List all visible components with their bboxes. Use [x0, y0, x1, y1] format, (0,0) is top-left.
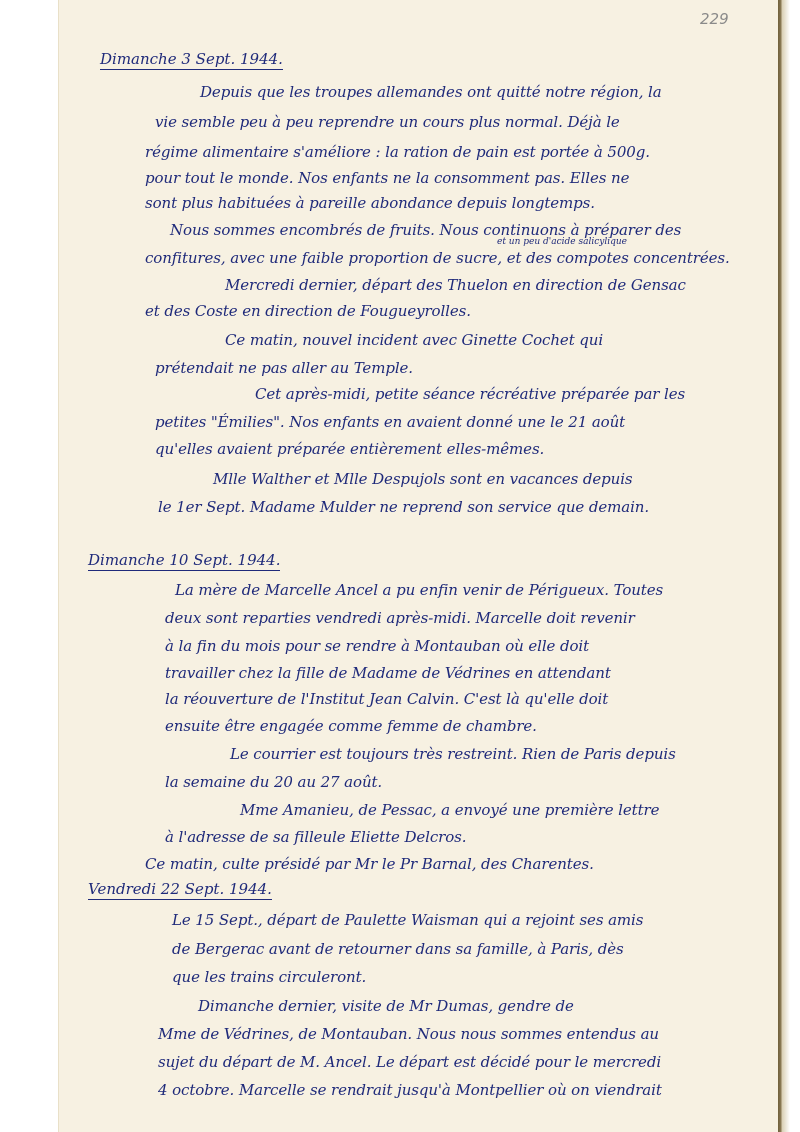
- text-line: sont plus habituées à pareille abondance depuis longtemps.: [145, 194, 595, 212]
- text-line: régime alimentaire s'améliore : la ration de pain est portée à 500g.: [145, 143, 650, 161]
- text-line: La mère de Marcelle Ancel a pu enfin venir de Périgueux. Toutes: [175, 581, 664, 599]
- text-line: vie semble peu à peu reprendre un cours plus normal. Déjà le: [155, 113, 620, 131]
- interlinear-insertion: et un peu d'acide salicylique: [497, 237, 627, 247]
- text-line: le 1er Sept. Madame Mulder ne reprend son service que demain.: [158, 498, 650, 516]
- text-line: Ce matin, nouvel incident avec Ginette Cochet qui: [225, 331, 604, 349]
- text-line: confitures, avec une faible proportion de sucre, et des compotes concentrées.: [145, 249, 730, 267]
- text-line: la réouverture de l'Institut Jean Calvin. C'est là qu'elle doit: [165, 690, 609, 708]
- text-line: Mlle Walther et Mlle Despujols sont en vacances depuis: [213, 470, 633, 488]
- text-line: Mme Amanieu, de Pessac, a envoyé une première lettre: [240, 801, 660, 819]
- text-line: Le courrier est toujours très restreint. Rien de Paris depuis: [230, 745, 676, 763]
- text-line: que les trains circuleront.: [172, 968, 367, 986]
- text-line: petites "Émilies". Nos enfants en avaient donné une le 21 août: [155, 413, 626, 431]
- entry-date: Dimanche 3 Sept. 1944.: [100, 50, 283, 68]
- text-line: Le 15 Sept., départ de Paulette Waisman qui a rejoint ses amis: [172, 911, 644, 929]
- text-line: 4 octobre. Marcelle se rendrait jusqu'à Montpellier où on viendrait: [158, 1081, 662, 1099]
- text-line: ensuite être engagée comme femme de chambre.: [165, 717, 537, 735]
- text-line: qu'elles avaient préparée entièrement elles-mêmes.: [155, 440, 545, 458]
- text-line: deux sont reparties vendredi après-midi. Marcelle doit revenir: [165, 609, 635, 627]
- text-line: Cet après-midi, petite séance récréative préparée par les: [255, 385, 686, 403]
- text-line: Ce matin, culte présidé par Mr le Pr Barnal, des Charentes.: [145, 855, 594, 873]
- text-line: de Bergerac avant de retourner dans sa famille, à Paris, dès: [172, 940, 624, 958]
- entry-date: Vendredi 22 Sept. 1944.: [88, 880, 272, 898]
- entry-date: Dimanche 10 Sept. 1944.: [88, 551, 281, 569]
- text-line: Dimanche dernier, visite de Mr Dumas, gendre de: [198, 997, 574, 1015]
- text-line: Mme de Védrines, de Montauban. Nous nous sommes entendus au: [158, 1025, 659, 1043]
- text-line: Depuis que les troupes allemandes ont quitté notre région, la: [200, 83, 662, 101]
- text-line: travailler chez la fille de Madame de Védrines en attendant: [165, 664, 611, 682]
- text-line: Mercredi dernier, départ des Thuelon en direction de Gensac: [225, 276, 686, 294]
- text-line: sujet du départ de M. Ancel. Le départ est décidé pour le mercredi: [158, 1053, 662, 1071]
- text-line: à l'adresse de sa filleule Eliette Delcros.: [165, 828, 467, 846]
- book-binding-edge: [778, 0, 800, 1132]
- page-number: 229: [700, 10, 729, 28]
- text-line: la semaine du 20 au 27 août.: [165, 773, 383, 791]
- text-line: et des Coste en direction de Fougueyrolles.: [145, 302, 471, 320]
- text-line: Nous sommes encombrés de fruits. Nous continuons à préparer des: [170, 221, 682, 239]
- text-line: prétendait ne pas aller au Temple.: [155, 359, 413, 377]
- text-line: à la fin du mois pour se rendre à Montauban où elle doit: [165, 637, 590, 655]
- text-line: pour tout le monde. Nos enfants ne la consomment pas. Elles ne: [145, 169, 630, 187]
